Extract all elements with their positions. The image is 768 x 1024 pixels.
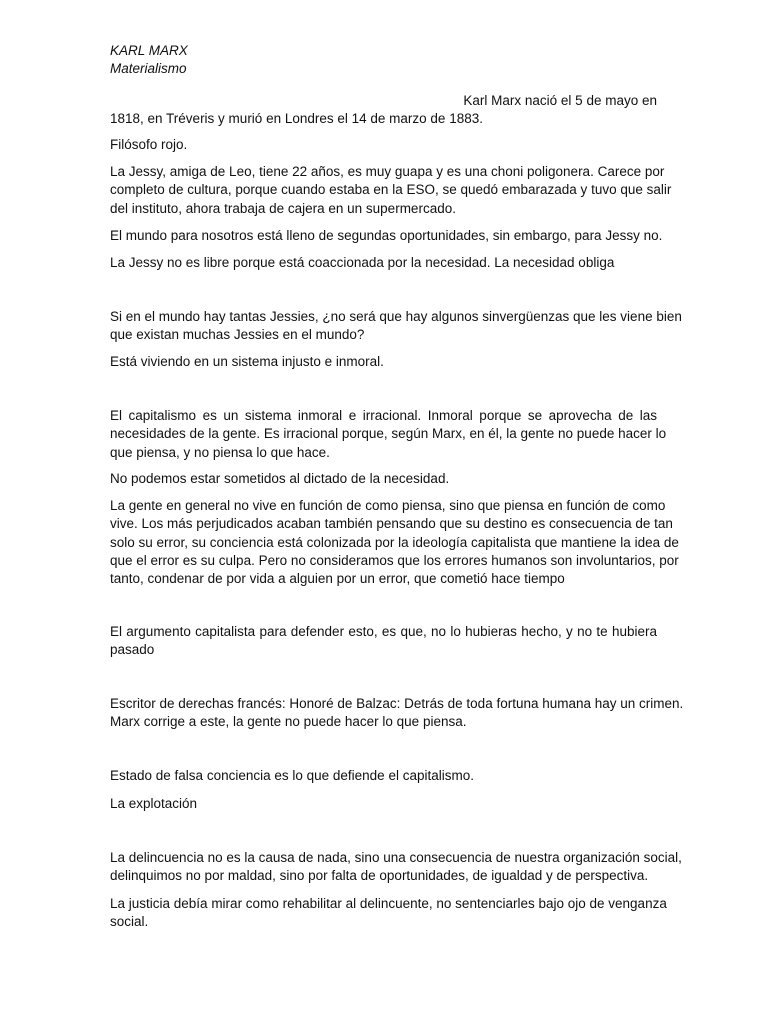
text-line: Filósofo rojo.	[110, 137, 188, 152]
text-line: delinquimos no por maldad, sino por falta de oportunidades, de igualdad y de perspectiva.	[110, 868, 649, 884]
paragraph	[110, 470, 657, 488]
paragraph	[110, 163, 672, 218]
text-line: El argumento capitalista para defender esto, es que, no lo hubieras hecho, y no te hubiera	[110, 624, 657, 639]
text-line: La justicia debía mirar como rehabilitar al delincuente, no sentenciarles bajo ojo de venganza	[110, 896, 667, 911]
paragraph	[110, 623, 657, 660]
paragraph	[110, 695, 684, 732]
text-line: pasado	[110, 642, 155, 658]
text-line: Si en el mundo hay tantas Jessies, ¿no será que hay algunos sinvergüenzas que les viene bien	[110, 309, 682, 324]
header-author: KARL MARX	[110, 43, 188, 58]
text-line: Está viviendo en un sistema injusto e inmoral.	[110, 354, 384, 369]
text-line: El capitalismo es un sistema inmoral e irracional. Inmoral porque se aprovecha de las	[110, 408, 657, 423]
text-line: La Jessy no es libre porque está coaccionada por la necesidad. La necesidad obliga	[110, 255, 615, 270]
paragraph	[110, 308, 682, 345]
text-line: del instituto, ahora trabaja de cajera en un supermercado.	[110, 200, 456, 216]
text-line: La Jessy, amiga de Leo, tiene 22 años, es muy guapa y es una choni poligonera. Carece por	[110, 164, 665, 179]
paragraph	[110, 353, 657, 371]
text-line: Karl Marx nació el 5 de mayo en	[463, 93, 657, 108]
text-line: vive. Los más perjudicados acaban también pensando que su destino es consecuencia de tan	[110, 516, 673, 532]
paragraph-intro	[110, 92, 657, 129]
text-line: que el error es su culpa. Pero no consideramos que los errores humanos son involuntarios, por	[110, 552, 679, 568]
header-topic: Materialismo	[110, 61, 187, 76]
text-line: que existan muchas Jessies en el mundo?	[110, 327, 365, 343]
paragraph	[110, 895, 667, 932]
text-line: Marx corrige a este, la gente no puede hacer lo que piensa.	[110, 714, 467, 730]
paragraph	[110, 849, 682, 886]
paragraph	[110, 795, 657, 813]
paragraph	[110, 497, 679, 588]
text-line: 1818, en Tréveris y murió en Londres el 14 de marzo de 1883.	[110, 111, 483, 127]
paragraph	[110, 136, 657, 154]
text-line: No podemos estar sometidos al dictado de la necesidad.	[110, 471, 450, 486]
text-line: completo de cultura, porque cuando estaba en la ESO, se quedó embarazada y tuvo que salir	[110, 182, 672, 198]
text-line: La delincuencia no es la causa de nada, sino una consecuencia de nuestra organización social,	[110, 850, 682, 865]
paragraph	[110, 227, 663, 245]
text-line: social.	[110, 914, 149, 930]
paragraph	[110, 767, 657, 785]
text-line: que piensa, y no piensa lo que hace.	[110, 444, 330, 460]
text-line: tanto, condenar de por vida a alguien por un error, que cometió hace tiempo	[110, 571, 565, 587]
text-line: Escritor de derechas francés: Honoré de Balzac: Detrás de toda fortuna humana hay un crimen.	[110, 696, 684, 711]
paragraph	[110, 407, 667, 462]
text-line: El mundo para nosotros está lleno de segundas oportunidades, sin embargo, para Jessy no.	[110, 228, 663, 243]
text-line: La explotación	[110, 796, 198, 811]
text-line: Estado de falsa conciencia es lo que defiende el capitalismo.	[110, 768, 474, 783]
text-line: La gente en general no vive en función de como piensa, sino que piensa en función de como	[110, 498, 666, 513]
paragraph	[110, 254, 657, 272]
text-line: solo su error, su conciencia está colonizada por la ideología capitalista que mantiene la idea de	[110, 534, 679, 550]
text-line: necesidades de la gente. Es irracional porque, según Marx, en él, la gente no puede hacer lo	[110, 426, 667, 442]
